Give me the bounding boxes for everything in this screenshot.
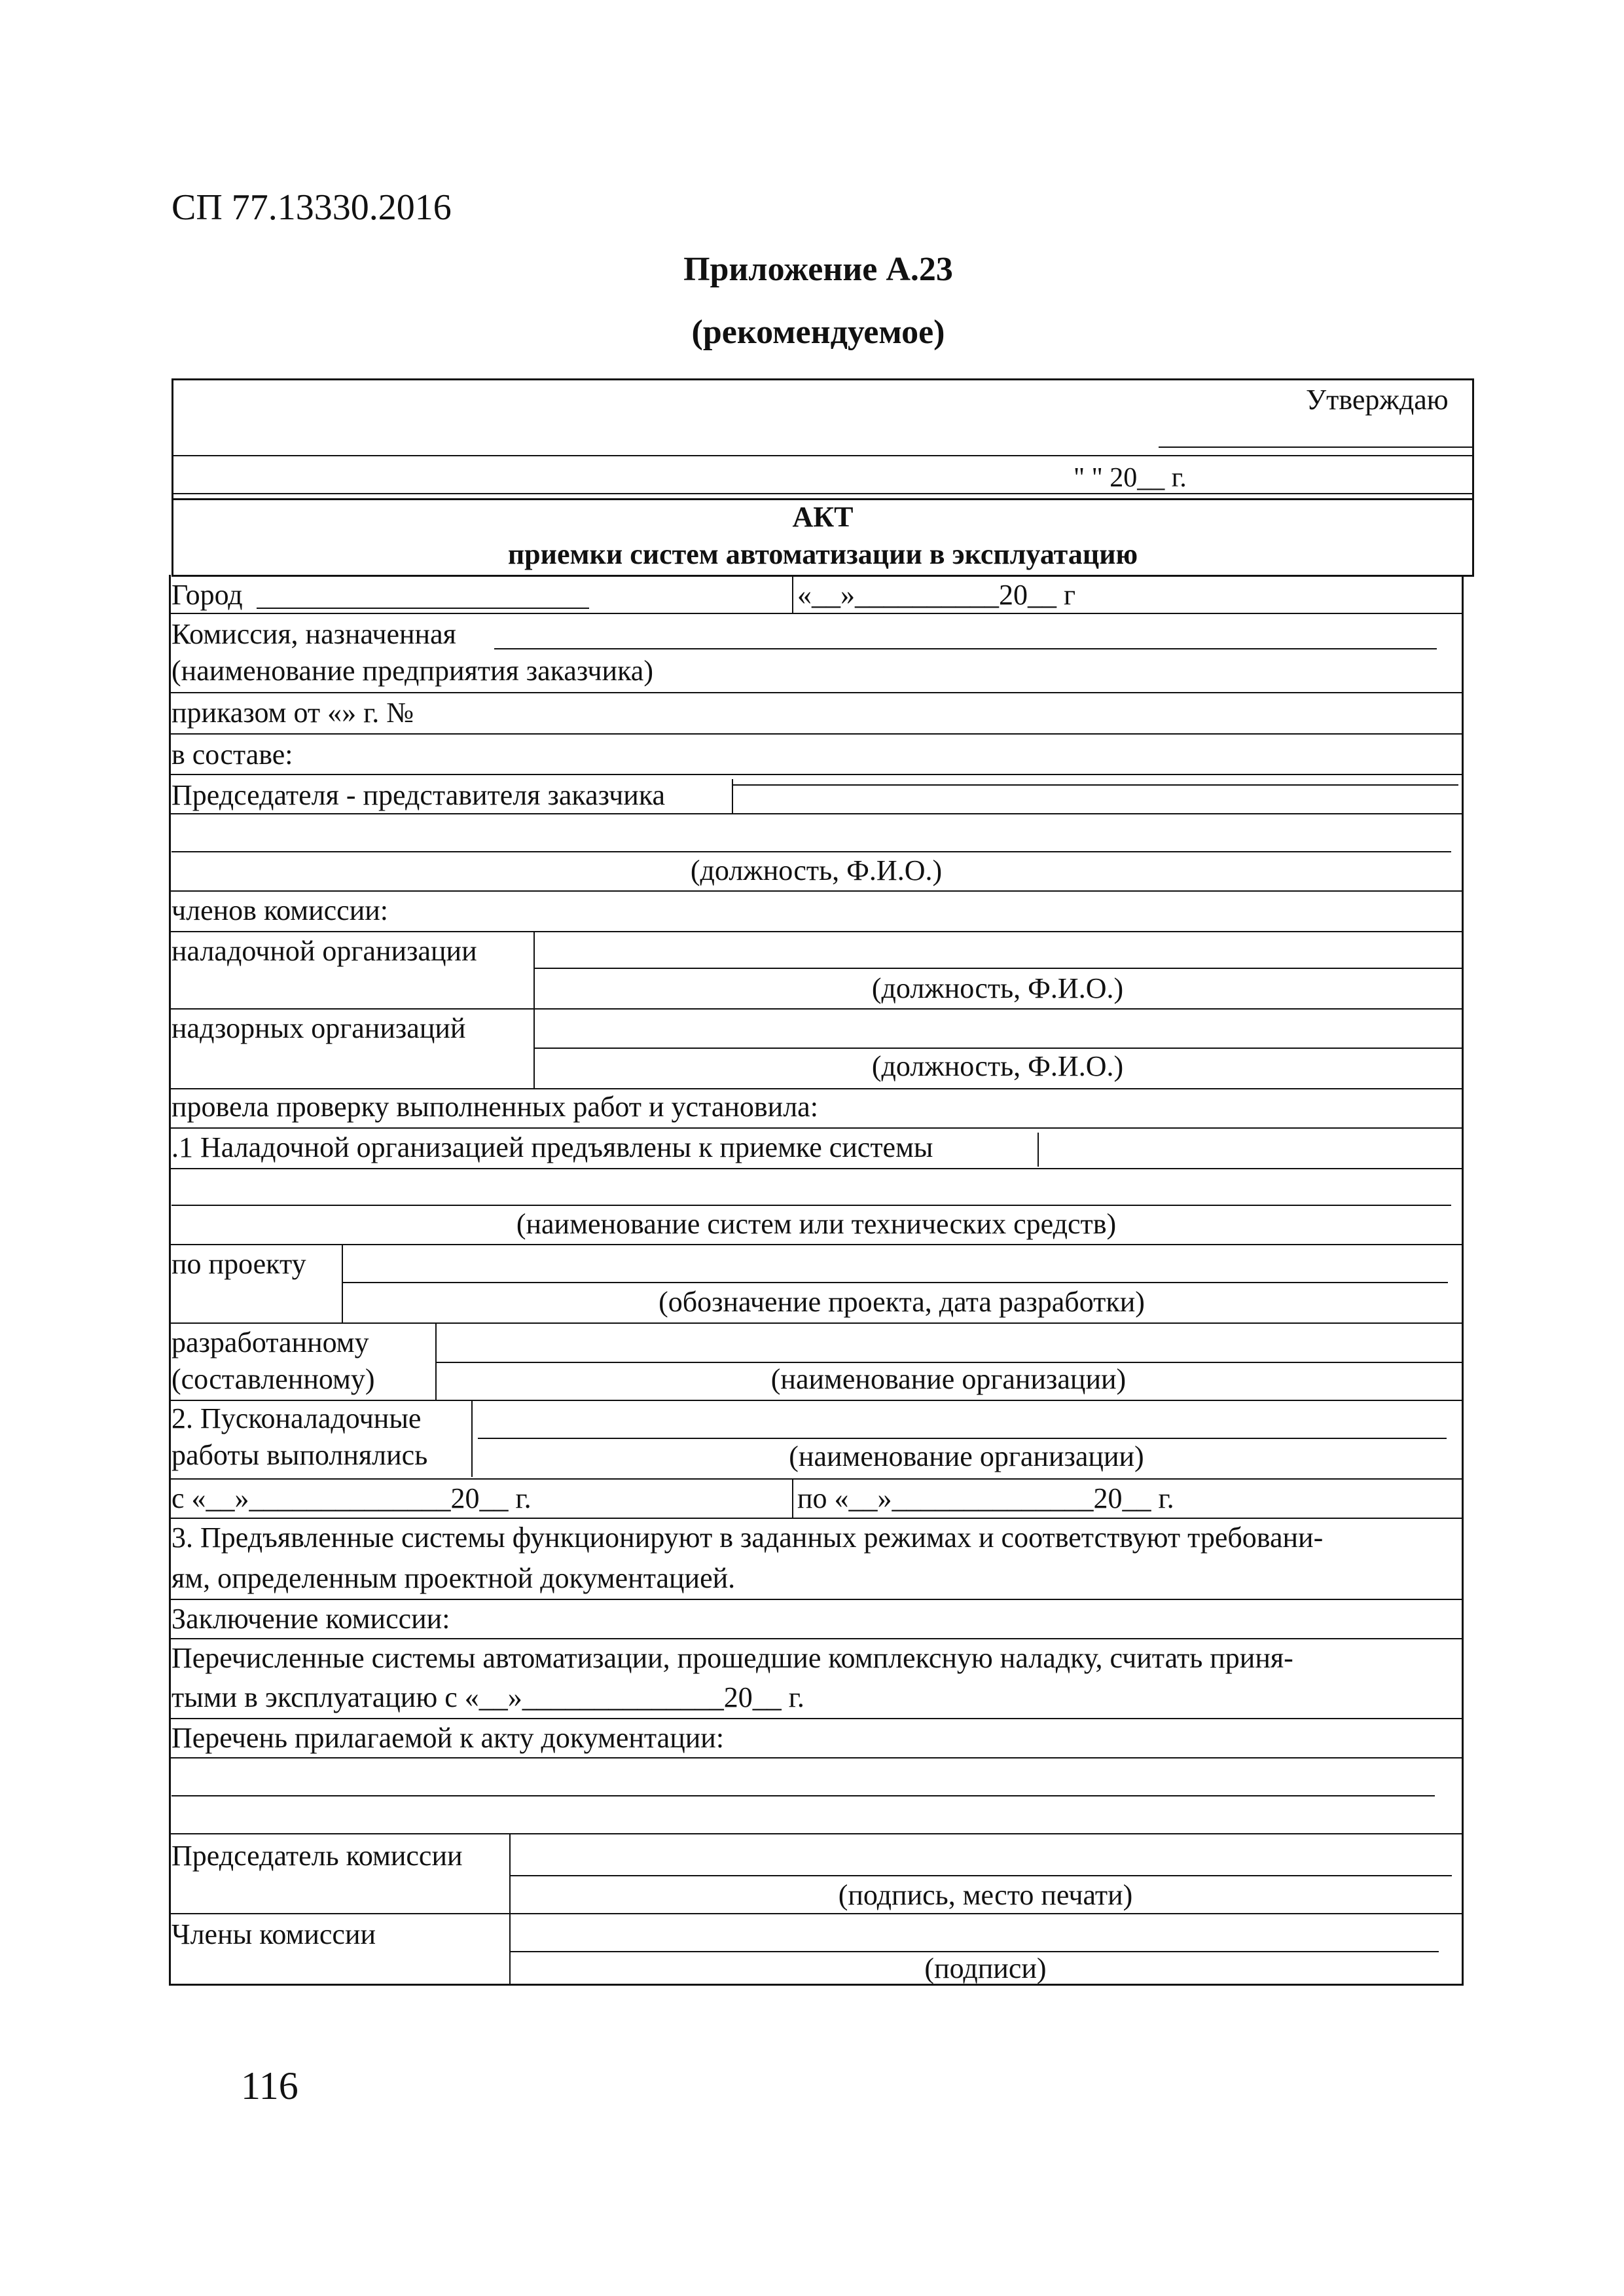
- conclusion-text-continued: тыми в эксплуатацию с «__»______________20__ г.: [171, 1681, 804, 1713]
- attachments-label: Перечень прилагаемой к акту документации:: [171, 1722, 725, 1754]
- approval-label: Утверждаю: [1306, 384, 1449, 416]
- conclusion-text: Перечисленные системы автоматизации, прошедшие комплексную наладку, считать приня-: [171, 1642, 1293, 1674]
- supervisory-org-label: надзорных организаций: [171, 1012, 466, 1044]
- position-name-note: (должность, Ф.И.О.): [690, 854, 943, 886]
- item3-text: 3. Предъявленные системы функционируют в заданных режимах и соответствуют требовани-: [171, 1522, 1324, 1554]
- customer-note: (наименование предприятия заказчика): [171, 655, 653, 687]
- project-label: по проекту: [171, 1248, 306, 1280]
- chairman-representative-label: Председателя - представителя заказчика: [171, 779, 666, 811]
- city-label: Город: [171, 579, 243, 611]
- members-sign-label: Члены комиссии: [171, 1918, 376, 1950]
- conclusion-label: Заключение комиссии:: [171, 1603, 450, 1635]
- appendix-title: Приложение А.23: [683, 251, 953, 288]
- to-date: по «__»______________20__ г.: [797, 1482, 1174, 1514]
- signature-seal-note: (подпись, место печати): [838, 1879, 1133, 1911]
- item2-label-continued: работы выполнялись: [171, 1439, 428, 1471]
- project-note: (обозначение проекта, дата разработки): [659, 1286, 1145, 1318]
- approval-date-line: " " 20__ г.: [1074, 463, 1187, 493]
- position-name-note: (должность, Ф.И.О.): [871, 1050, 1124, 1082]
- inspection-label: провела проверку выполненных работ и установила:: [171, 1091, 818, 1123]
- item1-label: .1 Наладочной организацией предъявлены к приемке системы: [171, 1131, 933, 1163]
- item3-text-continued: ям, определенным проектной документацией.: [171, 1562, 736, 1594]
- appendix-note: (рекомендуемое): [691, 314, 945, 351]
- systems-note: (наименование систем или технических средств): [516, 1208, 1117, 1240]
- composition-label: в составе:: [171, 738, 293, 771]
- commissioning-org-label: наладочной организации: [171, 935, 477, 967]
- page-number: 116: [241, 2064, 298, 2107]
- item2-label: 2. Пусконаладочные: [171, 1402, 422, 1434]
- act-title: АКТ: [792, 501, 854, 533]
- order-label: приказом от «» г. №: [171, 697, 414, 729]
- members-label: членов комиссии:: [171, 894, 389, 926]
- act-subtitle: приемки систем автоматизации в эксплуатацию: [507, 538, 1138, 570]
- signatures-note: (подписи): [924, 1952, 1047, 1984]
- organization-note: (наименование организации): [789, 1440, 1144, 1472]
- city-date: «__»__________20__ г: [797, 579, 1076, 611]
- developed-label: разработанному: [171, 1326, 369, 1358]
- organization-note: (наименование организации): [770, 1363, 1127, 1395]
- chairman-label: Председатель комиссии: [171, 1840, 463, 1872]
- commission-label: Комиссия, назначенная: [171, 618, 456, 650]
- from-date: с «__»______________20__ г.: [171, 1482, 532, 1514]
- compiled-label: (составленному): [171, 1363, 375, 1395]
- position-name-note: (должность, Ф.И.О.): [871, 972, 1124, 1004]
- document-code: СП 77.13330.2016: [171, 187, 452, 228]
